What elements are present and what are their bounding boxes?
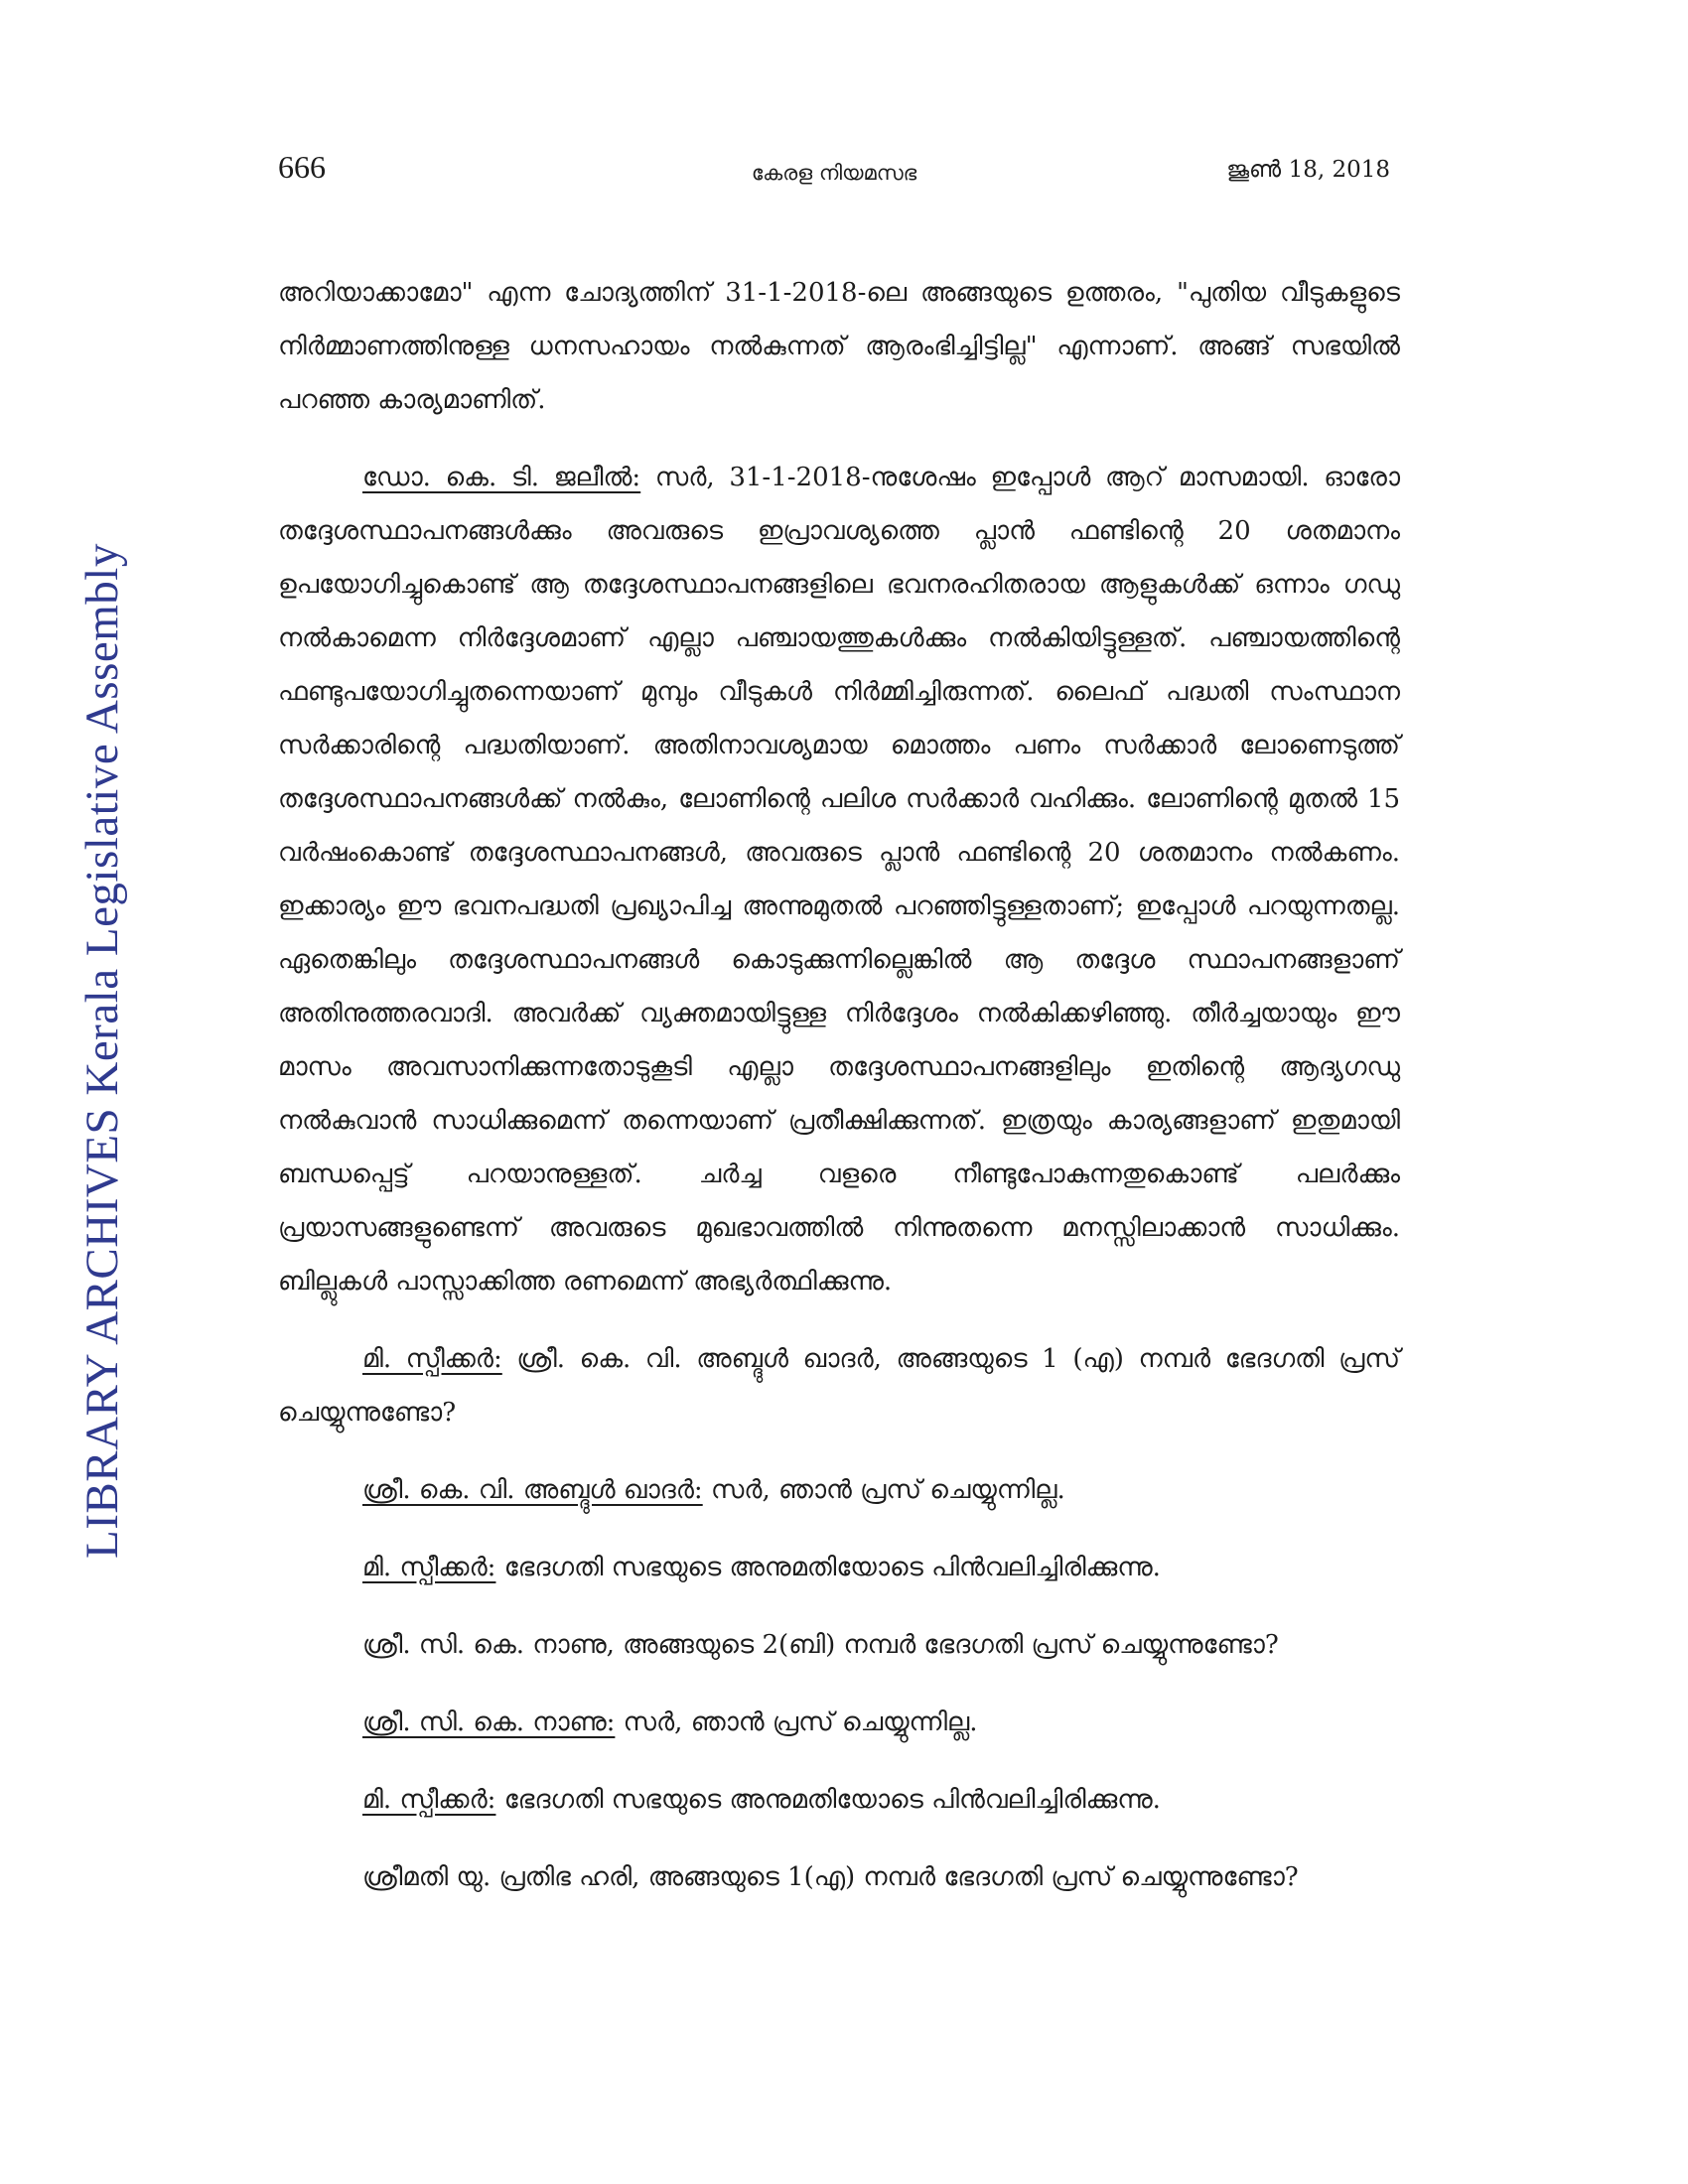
speech-speaker-4 — [278, 1773, 1400, 1827]
paragraph-continuation — [278, 266, 1400, 427]
page-header — [278, 149, 1390, 199]
speaker-name: മി. സ്പീക്കർ: — [362, 1553, 496, 1582]
speech-abdul-khader — [278, 1463, 1400, 1517]
speech-c-k-nanu — [278, 1696, 1400, 1749]
speech-speaker-1 — [278, 1332, 1400, 1439]
speaker-name: മി. സ്പീക്കർ: — [362, 1344, 502, 1374]
header-title: കേരള നിയമസഭ — [751, 161, 917, 185]
speech-text: ശ്രീ. സി. കെ. നാണു, അങ്ങയുടെ 2(ബി) നമ്പർ ഭേദഗതി പ്രസ് ചെയ്യുന്നുണ്ടോ? — [362, 1630, 1279, 1660]
paragraph-text: അറിയാക്കാമോ" എന്ന ചോദ്യത്തിന് 31-1-2018-ലെ അങ്ങയുടെ ഉത്തരം, "പുതിയ വീടുകളുടെ നിർമ്മാണത്തിനുള്ള ധനസഹായം നൽകുന്നത് ആരംഭിച്ചിട്ടില്ല" എന്നാണ്. അങ്ങ് സഭയിൽ പറഞ്ഞ കാര്യമാണിത്. — [278, 278, 1400, 415]
speaker-name: ശ്രീ. സി. കെ. നാണു: — [362, 1707, 616, 1737]
speech-jaleel — [278, 451, 1400, 1308]
speech-speaker-3 — [278, 1618, 1400, 1672]
speech-speaker-5 — [278, 1850, 1400, 1904]
speech-text: ശ്രീ. കെ. വി. അബ്ദുൾ ഖാദർ, അങ്ങയുടെ 1 (എ) നമ്പർ ഭേദഗതി പ്രസ് ചെയ്യുന്നുണ്ടോ? — [278, 1344, 1400, 1428]
speech-text: സർ, ഞാൻ പ്രസ് ചെയ്യുന്നില്ല. — [702, 1475, 1065, 1505]
speech-speaker-2 — [278, 1541, 1400, 1594]
archive-watermark: LIBRARY ARCHIVES Kerala Legislative Assembly — [76, 543, 128, 1559]
speaker-name: ഡോ. കെ. ടി. ജലീൽ: — [362, 463, 641, 492]
speech-text: ഭേദഗതി സഭയുടെ അനുമതിയോടെ പിൻവലിച്ചിരിക്കുന്നു. — [495, 1785, 1161, 1815]
speaker-name: ശ്രീ. കെ. വി. അബ്ദുൾ ഖാദർ: — [362, 1475, 703, 1505]
speech-text: ശ്രീമതി യു. പ്രതിഭ ഹരി, അങ്ങയുടെ 1(എ) നമ്പർ ഭേദഗതി പ്രസ് ചെയ്യുന്നുണ്ടോ? — [362, 1862, 1299, 1892]
header-date: ജൂൺ 18, 2018 — [1226, 157, 1390, 183]
speech-text: സർ, 31-1-2018-നുശേഷം ഇപ്പോൾ ആറ് മാസമായി. ഓരോ തദ്ദേശസ്ഥാപനങ്ങൾക്കും അവരുടെ ഇപ്രാവശ്യത്തെ പ്ലാൻ ഫണ്ടിന്റെ 20 ശതമാനം ഉപയോഗിച്ചുകൊണ്ട് ആ തദ്ദേശസ്ഥാപനങ്ങളിലെ ഭവനരഹിതരായ ആളുകൾക്ക് ഒന്നാം ഗഡു നൽകാമെന്ന നിർദ്ദേശമാണ് എല്ലാ പഞ്ചായത്തുകൾക്കും നൽകിയിട്ടുള്ളത്. പഞ്ചായത്തിന്റെ ഫണ്ടുപയോഗിച്ചുതന്നെയാണ് മുമ്പും വീടുകൾ നിർമ്മിച്ചിരുന്നത്. ലൈഫ് പദ്ധതി സംസ്ഥാന സർക്കാരിന്റെ പദ്ധതിയാണ്. അതിനാവശ്യമായ മൊത്തം പണം സർക്കാർ ലോണെടുത്ത് തദ്ദേശസ്ഥാപനങ്ങൾക്ക് നൽകും, ലോണിന്റെ പലിശ സർക്കാർ വഹിക്കും. ലോണിന്റെ മുതൽ 15 വർഷംകൊണ്ട് തദ്ദേശസ്ഥാപനങ്ങൾ, അവരുടെ പ്ലാൻ ഫണ്ടിന്റെ 20 ശതമാനം നൽകണം. ഇക്കാര്യം ഈ ഭവനപദ്ധതി പ്രഖ്യാപിച്ച അന്നുമുതൽ പറഞ്ഞിട്ടുള്ളതാണ്; ഇപ്പോൾ പറയുന്നതല്ല. ഏതെങ്കിലും തദ്ദേശസ്ഥാപനങ്ങൾ കൊടുക്കുന്നില്ലെങ്കിൽ ആ തദ്ദേശ സ്ഥാപനങ്ങളാണ് അതിനുത്തരവാദി. അവർക്ക് വ്യക്തമായിട്ടുള്ള നിർദ്ദേശം നൽകിക്കഴിഞ്ഞു. തീർച്ചയായും ഈ മാസം അവസാനിക്കുന്നതോടുകൂടി എല്ലാ തദ്ദേശസ്ഥാപനങ്ങളിലും ഇതിന്റെ ആദ്യഗഡു നൽകുവാൻ സാധിക്കുമെന്ന് തന്നെയാണ് പ്രതീക്ഷിക്കുന്നത്. ഇത്രയും കാര്യങ്ങളാണ് ഇതുമായി ബന്ധപ്പെട്ട് പറയാനുള്ളത്. ചർച്ച വളരെ നീണ്ടുപോകുന്നതുകൊണ്ട് പലർക്കും പ്രയാസങ്ങളുണ്ടെന്ന് അവരുടെ മുഖഭാവത്തിൽ നിന്നുതന്നെ മനസ്സിലാക്കാൻ സാധിക്കും. ബില്ലുകൾ പാസ്സാക്കിത്ത രണമെന്ന് അഭ്യർത്ഥിക്കുന്നു. — [278, 463, 1401, 1297]
document-body — [278, 266, 1400, 1904]
speaker-name: മി. സ്പീക്കർ: — [362, 1785, 496, 1815]
speech-text: ഭേദഗതി സഭയുടെ അനുമതിയോടെ പിൻവലിച്ചിരിക്കുന്നു. — [495, 1553, 1161, 1582]
page-number: 666 — [278, 149, 326, 185]
speech-text: സർ, ഞാൻ പ്രസ് ചെയ്യുന്നില്ല. — [615, 1707, 978, 1737]
